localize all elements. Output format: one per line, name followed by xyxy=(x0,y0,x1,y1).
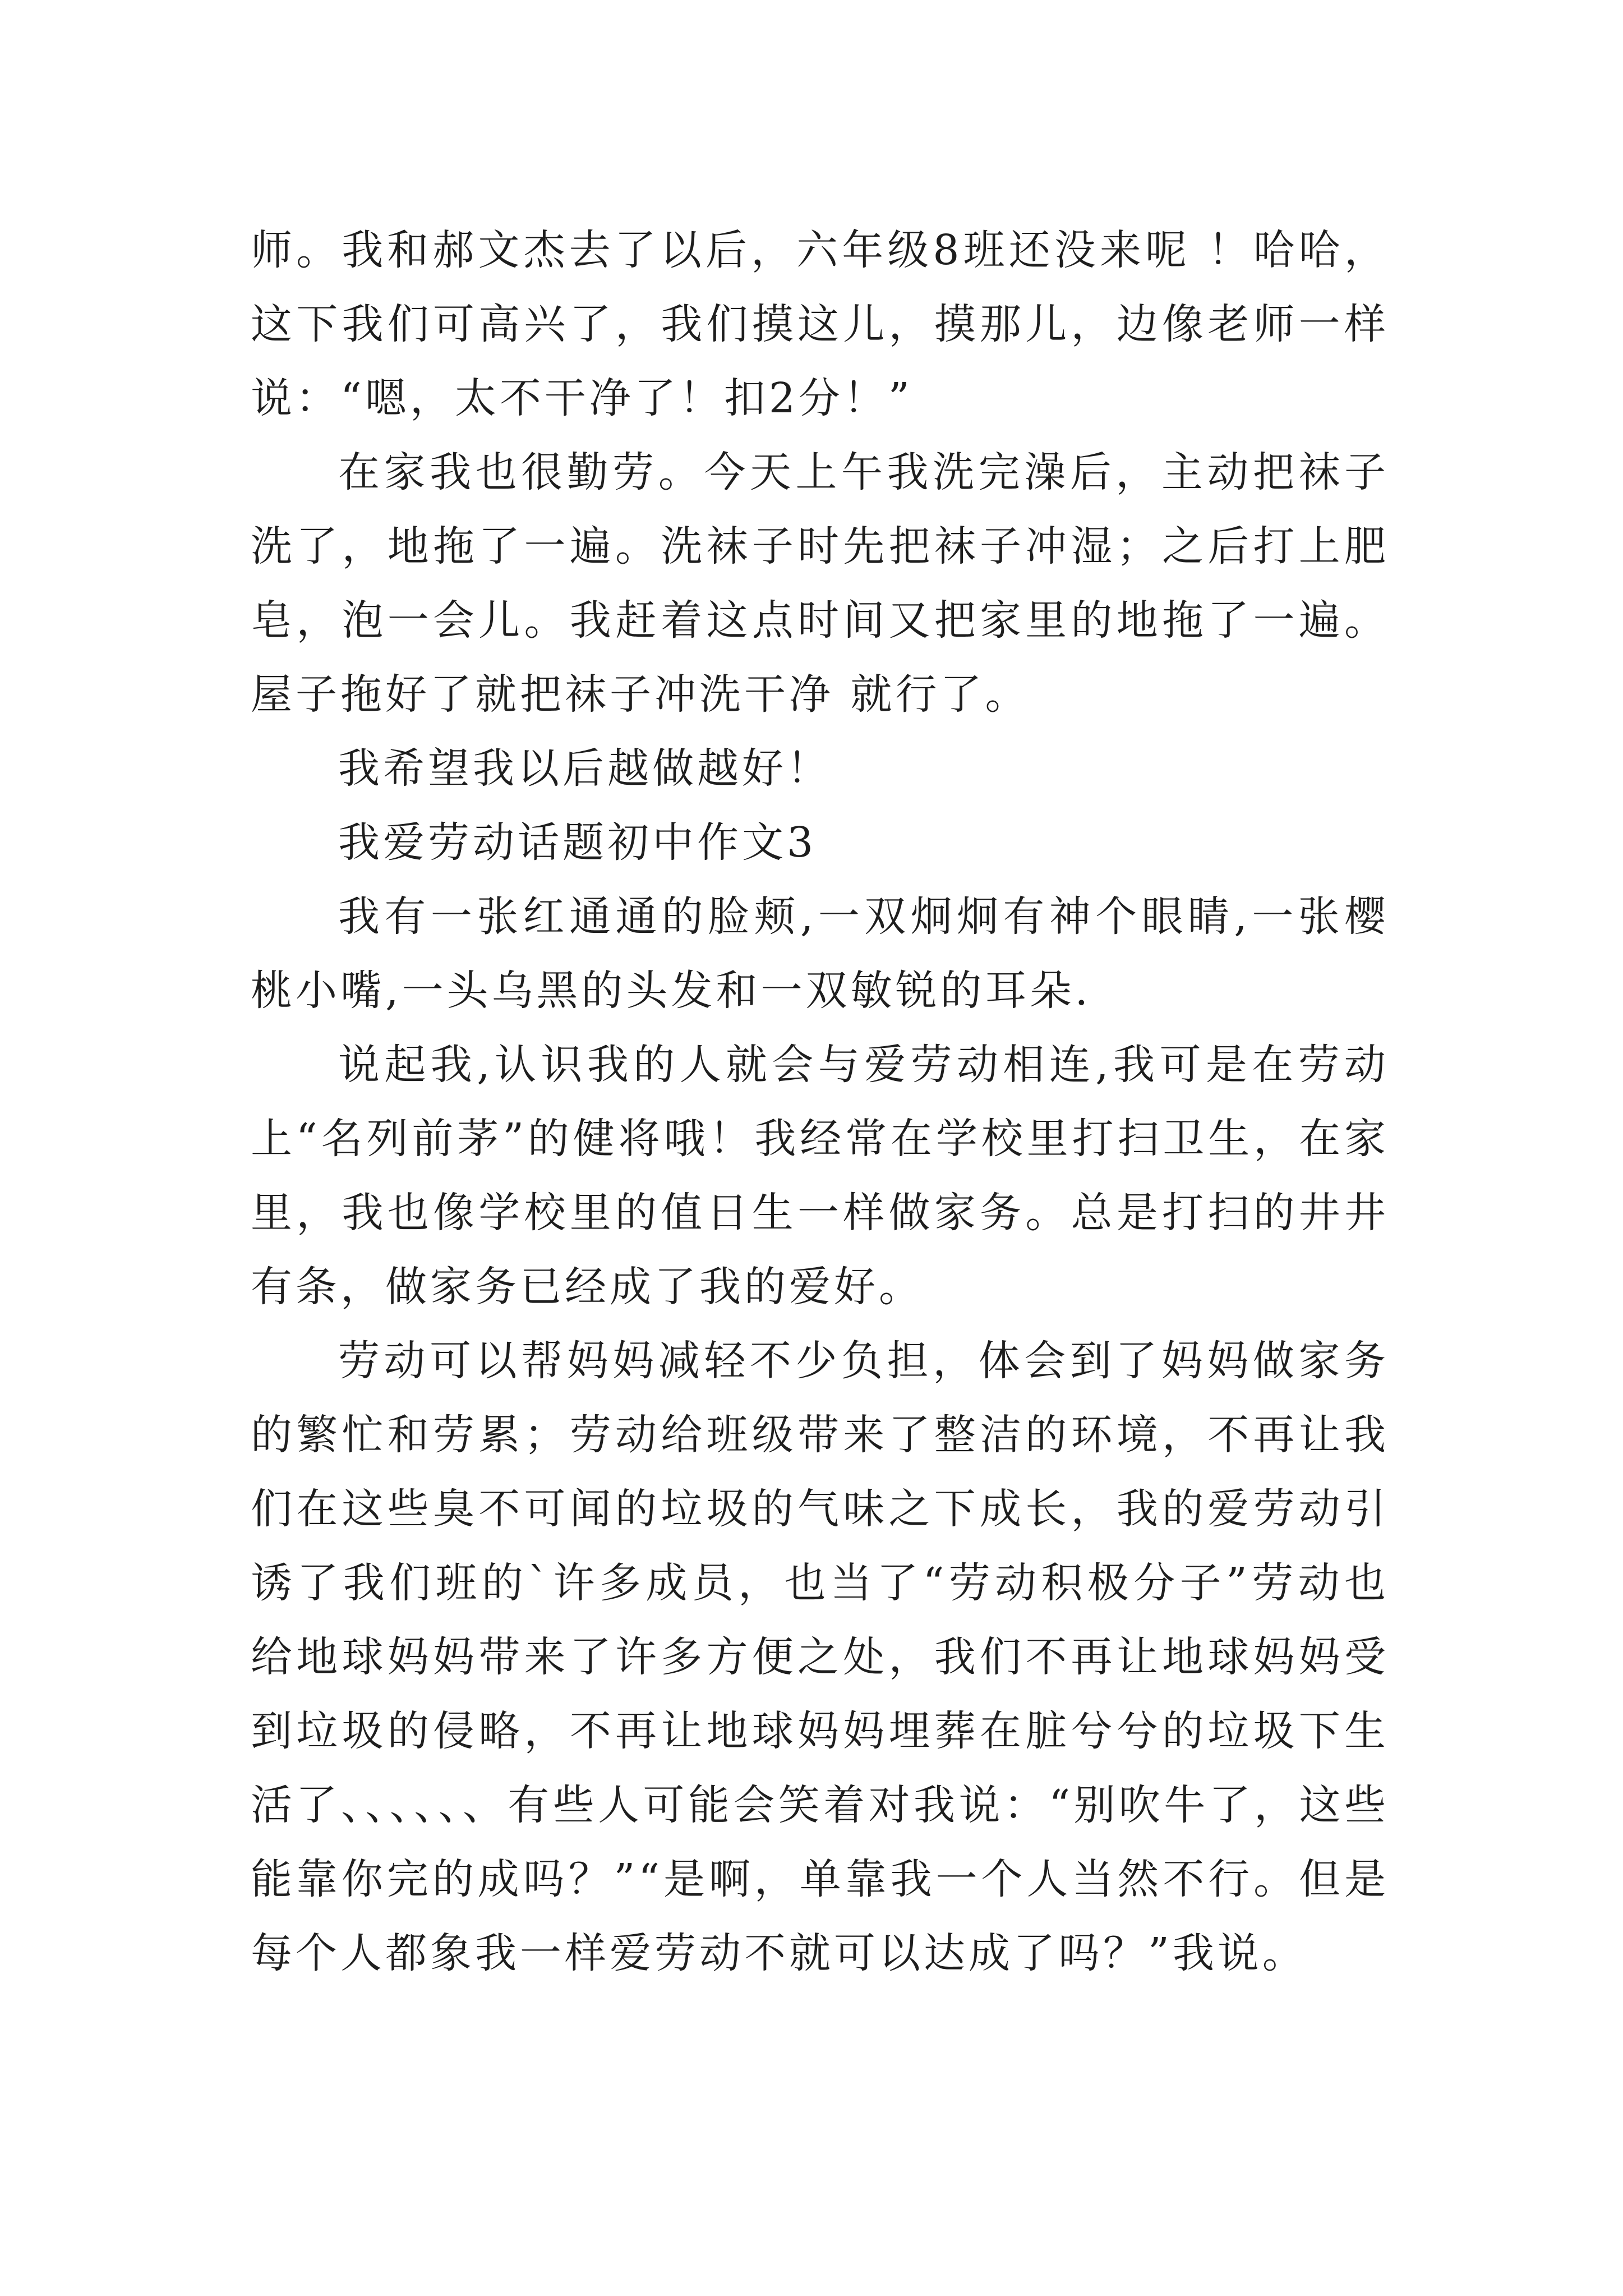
paragraph-continuation: 师。我和郝文杰去了以后，六年级8班还没来呢 ！哈哈，这下我们可高兴了，我们摸这儿，摸那儿，边像老师一样说：“嗯，太不干净了！扣2分！” xyxy=(251,226,1389,422)
paragraph-housework: 在家我也很勤劳。今天上午我洗完澡后，主动把袜子洗了，地拖了一遍。洗袜子时先把袜子冲湿；之后打上肥皂，泡一会儿。我赶着这点时间又把家里的地拖了一遍。屋子拖好了就把袜子冲洗干净 就行了。 xyxy=(251,448,1389,719)
paragraph-benefits: 劳动可以帮妈妈减轻不少负担，体会到了妈妈做家务的繁忙和劳累；劳动给班级带来了整洁的环境，不再让我们在这些臭不可闻的垃圾的气味之下成长，我的爱劳动引诱了我们班的`许多成员，也当了“劳动积极分子”劳动也给地球妈妈带来了许多方便之处，我们不再让地球妈妈受到垃圾的侵略，不再让地球妈妈埋葬在脏兮兮的垃圾下生活了、、、、、、有些人可能会笑着对我说：“别吹牛了，这些能靠你完的成吗？”“是啊，单靠我一个人当然不行。但是每个人都象我一样爱劳动不就可以达成了吗？”我说。 xyxy=(251,1337,1389,1977)
paragraph-love-labor: 说起我,认识我的人就会与爱劳动相连,我可是在劳动上“名列前茅”的健将哦！我经常在学校里打扫卫生，在家里，我也像学校里的值日生一样做家务。总是打扫的井井有条，做家务已经成了我的爱好。 xyxy=(251,1041,1389,1311)
document-body xyxy=(251,213,1389,1990)
essay-title: 我爱劳动话题初中作文3 xyxy=(338,818,817,867)
paragraph-self-description: 我有一张红通通的脸颊,一双炯炯有神个眼睛,一张樱桃小嘴,一头乌黑的头发和一双敏锐的耳朵. xyxy=(251,892,1389,1015)
paragraph-hope: 我希望我以后越做越好！ xyxy=(338,744,832,793)
